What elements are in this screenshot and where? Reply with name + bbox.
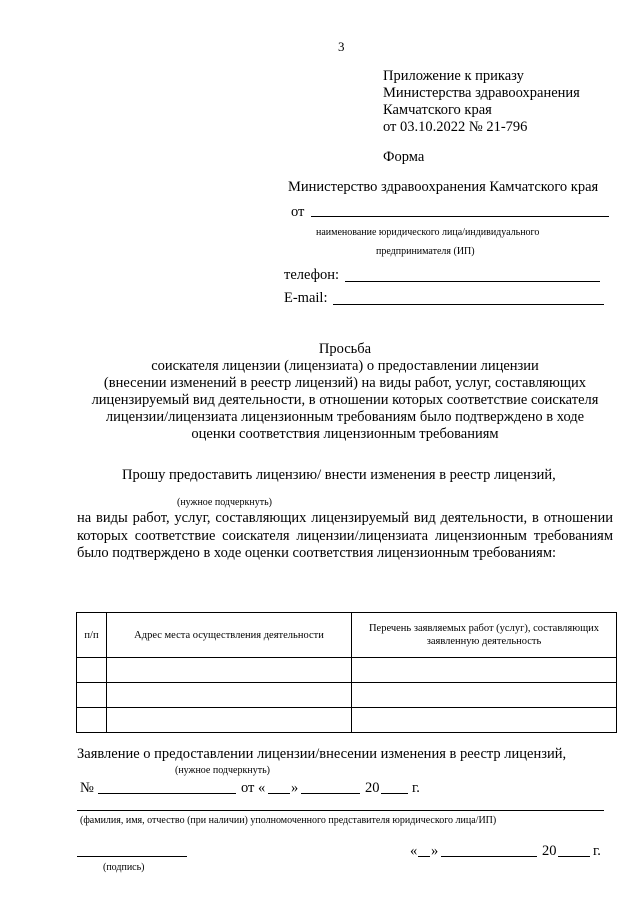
appendix-line: от 03.10.2022 № 21-796 xyxy=(383,119,528,135)
statement-hint: (нужное подчеркнуть) xyxy=(175,765,270,776)
email-label: E-mail: xyxy=(284,290,328,306)
phone-label: телефон: xyxy=(284,267,340,283)
from-field-line[interactable] xyxy=(311,216,609,217)
statement-quote-close: » xyxy=(291,780,299,796)
signature-line[interactable] xyxy=(77,856,187,857)
form-label: Форма xyxy=(383,149,425,165)
request-line: Прошу предоставить лицензию/ внести изменения в реестр лицензий, xyxy=(122,467,556,483)
statement-from: от « xyxy=(241,780,266,796)
table-cell[interactable] xyxy=(107,658,352,683)
statement-year-line[interactable] xyxy=(381,793,408,794)
phone-field-line[interactable] xyxy=(345,281,600,282)
table-cell[interactable] xyxy=(77,658,107,683)
date-year-suffix: г. xyxy=(593,843,601,859)
underline-hint: (нужное подчеркнуть) xyxy=(177,497,272,508)
title-line: лицензии/лицензиата лицензионным требованиям было подтверждено в ходе xyxy=(105,409,585,425)
fio-field-line[interactable] xyxy=(77,810,604,811)
statement-month-line[interactable] xyxy=(301,793,360,794)
statement-day-line[interactable] xyxy=(268,793,290,794)
statement-year-prefix: 20 xyxy=(365,780,380,796)
activity-table xyxy=(76,612,617,733)
title-line: оценки соответствия лицензионным требованиям xyxy=(191,426,499,442)
date-quote-open: « xyxy=(410,843,418,859)
date-day-line[interactable] xyxy=(418,856,430,857)
table-row xyxy=(77,658,617,683)
request-paragraph: на виды работ, услуг, составляющих лицензируемый вид деятельности, в отношении которых соответствие соискателя лицензии/лицензиата лицензионным требованиям было подтверждено в ходе оценки соответствия лицензионным требованиям: xyxy=(77,510,613,561)
page-number: 3 xyxy=(338,39,345,54)
table-row xyxy=(77,683,617,708)
title-line: Просьба xyxy=(318,341,372,357)
table-cell[interactable] xyxy=(107,708,352,733)
from-label: от xyxy=(291,204,305,220)
appendix-line: Камчатского края xyxy=(383,102,492,118)
table-cell[interactable] xyxy=(107,683,352,708)
number-sign: № xyxy=(80,780,94,796)
table-row xyxy=(77,708,617,733)
header-address: Адрес места осуществления деятельности xyxy=(107,613,352,658)
table-cell[interactable] xyxy=(352,683,617,708)
title-line: соискателя лицензии (лицензиата) о предоставлении лицензии xyxy=(151,358,539,374)
statement-number-line[interactable] xyxy=(98,793,236,794)
title-line: лицензируемый вид деятельности, в отношении которых соответствие соискателя xyxy=(91,392,599,408)
from-caption: предпринимателя (ИП) xyxy=(376,246,475,257)
header-number: п/п xyxy=(77,613,107,658)
fio-caption: (фамилия, имя, отчество (при наличии) уполномоченного представителя юридического лица/ИП) xyxy=(80,815,497,826)
email-field-line[interactable] xyxy=(333,304,604,305)
signature-caption: (подпись) xyxy=(103,862,145,873)
table-cell[interactable] xyxy=(352,708,617,733)
table-cell[interactable] xyxy=(77,683,107,708)
date-quote-close: » xyxy=(431,843,439,859)
date-year-prefix: 20 xyxy=(542,843,557,859)
appendix-line: Министерства здравоохранения xyxy=(383,85,580,101)
statement-line: Заявление о предоставлении лицензии/внесении изменения в реестр лицензий, xyxy=(77,746,567,762)
statement-year-suffix: г. xyxy=(412,780,420,796)
table-cell[interactable] xyxy=(77,708,107,733)
title-line: (внесении изменений в реестр лицензий) на виды работ, услуг, составляющих xyxy=(103,375,587,391)
table-cell[interactable] xyxy=(352,658,617,683)
header-works: Перечень заявляемых работ (услуг), составляющих заявленную деятельность xyxy=(352,613,617,658)
from-caption: наименование юридического лица/индивидуального xyxy=(316,227,540,238)
table-header-row xyxy=(77,613,617,658)
appendix-line: Приложение к приказу xyxy=(383,68,524,84)
date-month-line[interactable] xyxy=(441,856,537,857)
date-year-line[interactable] xyxy=(558,856,590,857)
recipient-name: Министерство здравоохранения Камчатского края xyxy=(288,179,599,195)
